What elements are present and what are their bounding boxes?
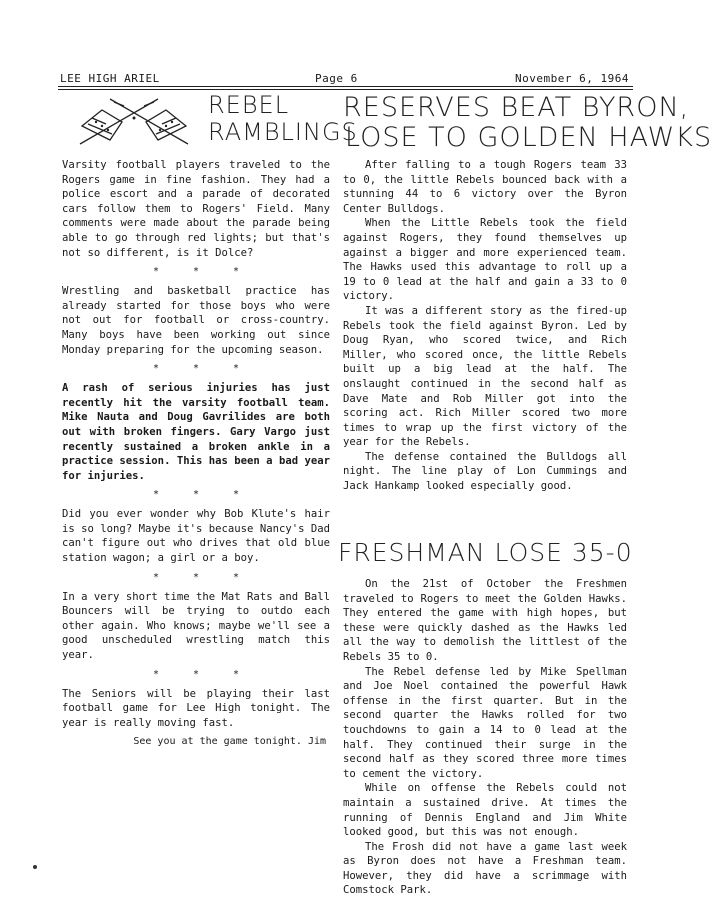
reserves-headline-line1: RESERVES BEAT BYRON, <box>343 92 690 123</box>
freshman-story <box>343 577 627 898</box>
story-paragraph: The Frosh did not have a game last week as Byron does not have a Freshman team. However, they did have a scrimmage with Comstock Park. <box>343 840 627 897</box>
header-rule-top <box>58 86 633 87</box>
ramblings-paragraph: Did you ever wonder why Bob Klute's hair is so long? Maybe it's because Nancy's Dad can't figure out who drives that old blue station wagon; a girl or a boy. <box>62 508 330 565</box>
rebel-ramblings-headline-line2: RAMBLINGS <box>208 118 358 146</box>
section-separator: * * * <box>152 266 240 278</box>
section-separator: * * * <box>152 571 240 583</box>
story-paragraph: The Rebel defense led by Mike Spellman and Joe Noel contained the powerful Hawk offense in the first quarter. But in the second quarter the Hawks rolled for two touchdowns to gain a 14 to 0 lead at the half. They continued their surge in the second half as they scored three more times to cement the victory. <box>343 665 627 780</box>
rebel-ramblings-column <box>62 158 330 750</box>
story-paragraph: While on offense the Rebels could not maintain a sustained drive. At times the running of Dennis England and Jim White looked good, but this was not enough. <box>343 782 627 839</box>
ramblings-paragraph: The Seniors will be playing their last football game for Lee High tonight. The year is really moving fast. <box>62 687 330 729</box>
ramblings-paragraph: In a very short time the Mat Rats and Ball Bouncers will be trying to outdo each other again. Who knows; maybe we'll see a good unscheduled wrestling match this year. <box>62 590 330 662</box>
ramblings-paragraph: Varsity football players traveled to the Rogers game in fine fashion. They had a police escort and a parade of decorated cars follow them to Rogers' Field. Many comments were made about the parade being able to go through red lights; but that's not so different, is it Dolce? <box>62 159 330 259</box>
reserves-story <box>343 158 627 494</box>
reserves-headline-line2: LOSE TO GOLDEN HAWKS <box>345 122 712 153</box>
issue-date: November 6, 1964 <box>515 72 629 85</box>
header-rule-bottom <box>58 89 633 90</box>
story-paragraph: The defense contained the Bulldogs all night. The line play of Lon Cummings and Jack Hankamp looked especially good. <box>343 450 627 493</box>
story-paragraph: On the 21st of October the Freshmen traveled to Rogers to meet the Golden Hawks. They entered the game with high hopes, but these were quickly dashed as the Hawks led all the way to demolish the littlest of the Rebels 35 to 0. <box>343 578 627 663</box>
paper-name: LEE HIGH ARIEL <box>60 72 160 85</box>
rebel-ramblings-headline-line1: REBEL <box>208 91 290 119</box>
page-number: Page 6 <box>315 72 358 85</box>
story-paragraph: After falling to a tough Rogers team 33 to 0, the little Rebels bounced back with a stunning 44 to 6 victory over the Byron Center Bulldogs. <box>343 159 627 215</box>
story-paragraph: It was a different story as the fired-up Rebels took the field against Byron. Led by Doug Ryan, who scored twice, and Rich Miller, who scored once, the little Rebels built up a big lead at the half. The onslaught continued in the second half as Dave Mate and Rob Miller got into the scoring act. Rich Miller scored two more times to wrap up the first victory of the year for the Rebels. <box>343 304 627 449</box>
section-separator: * * * <box>152 489 240 501</box>
ramblings-paragraph: Wrestling and basketball practice has already started for those boys who were not out for football or cross-country. Many boys have been working out since Monday preparing for the upcoming season. <box>62 285 330 356</box>
section-separator: * * * <box>152 668 240 680</box>
column-signoff: See you at the game tonight. Jim <box>133 736 326 748</box>
story-paragraph: When the Little Rebels took the field against Rogers, they found themselves up against a bigger and more experienced team. The Hawks used this advantage to roll up a 19 to 0 lead at the half and gain a 33 to 0 victory. <box>343 217 627 303</box>
crossed-flags-icon <box>66 96 202 146</box>
freshman-headline: FRESHMAN LOSE 35-0 <box>338 538 633 567</box>
ink-speck <box>33 865 37 869</box>
section-separator: * * * <box>152 363 240 375</box>
ramblings-paragraph: A rash of serious injuries has just recently hit the varsity football team. Mike Nauta and Doug Gavrilides are both out with broken fingers. Gary Vargo just recently sustained a broken ankle in a practice session. This has been a bad year for injuries. <box>62 382 330 482</box>
